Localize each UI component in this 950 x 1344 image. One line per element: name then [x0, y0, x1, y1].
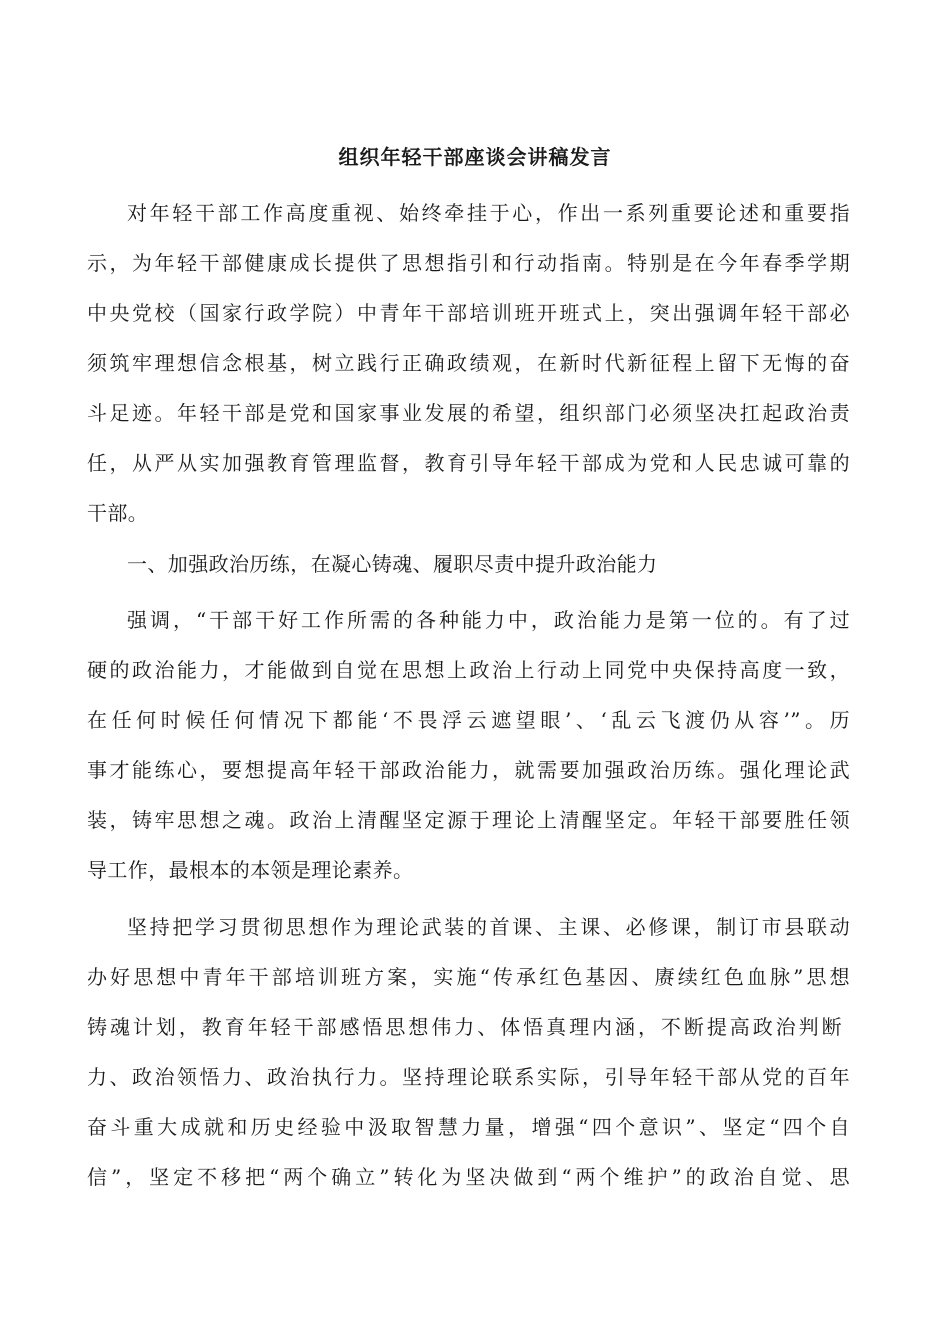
- paragraph-2-line-3: 在任何时候任何情况下都能‘不畏浮云遮望眼’、‘乱云飞渡仍从容’”。历: [87, 708, 850, 732]
- paragraph-3-line-1: 坚持把学习贯彻思想作为理论武装的首课、主课、必修课，制订市县联动: [127, 915, 850, 939]
- section-heading-1: 一、加强政治历练，在凝心铸魂、履职尽责中提升政治能力: [127, 552, 658, 576]
- paragraph-3-line-6: 信”，坚定不移把“两个确立”转化为坚决做到“两个维护”的政治自觉、思: [87, 1165, 850, 1189]
- paragraph-2-line-4: 事才能练心，要想提高年轻干部政治能力，就需要加强政治历练。强化理论武: [87, 758, 850, 782]
- paragraph-3-line-2: 办好思想中青年干部培训班方案，实施“传承红色基因、赓续红色血脉”思想: [87, 965, 850, 989]
- paragraph-1-line-1: 对年轻干部工作高度重视、始终牵挂于心，作出一系列重要论述和重要指: [127, 201, 850, 225]
- paragraph-1-line-2: 示，为年轻干部健康成长提供了思想指引和行动指南。特别是在今年春季学期: [87, 251, 850, 275]
- paragraph-3-line-3: 铸魂计划，教育年轻干部感悟思想伟力、体悟真理内涵，不断提高政治判断: [87, 1015, 842, 1039]
- paragraph-3-line-5: 奋斗重大成就和历史经验中汲取智慧力量，增强“四个意识”、坚定“四个自: [87, 1115, 850, 1139]
- paragraph-1-line-4: 须筑牢理想信念根基，树立践行正确政绩观，在新时代新征程上留下无悔的奋: [87, 351, 850, 375]
- document-title: 组织年轻干部座谈会讲稿发言: [338, 145, 612, 169]
- paragraph-1-line-3: 中央党校（国家行政学院）中青年干部培训班开班式上，突出强调年轻干部必: [87, 301, 850, 325]
- paragraph-1-line-7: 干部。: [87, 501, 149, 525]
- paragraph-2-line-2: 硬的政治能力，才能做到自觉在思想上政治上行动上同党中央保持高度一致，: [87, 658, 850, 682]
- paragraph-1-line-6: 任，从严从实加强教育管理监督，教育引导年轻干部成为党和人民忠诚可靠的: [87, 451, 850, 475]
- paragraph-2-line-1: 强调，“干部干好工作所需的各种能力中，政治能力是第一位的。有了过: [127, 608, 850, 632]
- paragraph-2-line-6: 导工作，最根本的本领是理论素养。: [87, 858, 414, 882]
- paragraph-3-line-4: 力、政治领悟力、政治执行力。坚持理论联系实际，引导年轻干部从党的百年: [87, 1065, 850, 1089]
- paragraph-2-line-5: 装，铸牢思想之魂。政治上清醒坚定源于理论上清醒坚定。年轻干部要胜任领: [87, 808, 850, 832]
- paragraph-1-line-5: 斗足迹。年轻干部是党和国家事业发展的希望，组织部门必须坚决扛起政治责: [87, 401, 850, 425]
